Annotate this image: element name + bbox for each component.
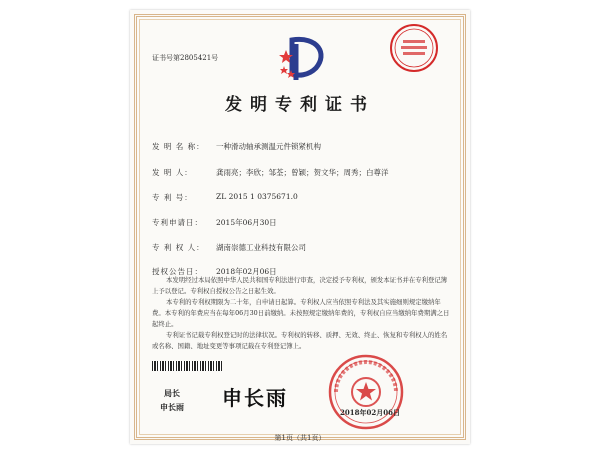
director-name: 申长雨 bbox=[160, 402, 184, 412]
barcode bbox=[152, 361, 222, 371]
patent-certificate bbox=[130, 10, 470, 444]
certificate-number: 证书号第2805421号 bbox=[152, 54, 219, 62]
handwritten-signature: 申长雨 bbox=[222, 386, 288, 410]
row-label-patentee: 专 利 权 人： bbox=[152, 243, 205, 252]
row-value-patentee: 湖南崇德工业科技有限公司 bbox=[216, 243, 306, 252]
top-seal-stamp bbox=[388, 22, 440, 74]
national-seal-stamp bbox=[326, 352, 406, 432]
row-value-invention-name: 一种滑动轴承测温元件锁紧机构 bbox=[216, 142, 321, 151]
row-value-patent-number: ZL 2015 1 0375671.0 bbox=[216, 192, 298, 201]
row-label-inventors: 发 明 人： bbox=[152, 168, 193, 177]
row-label-grant-date: 授权公告日： bbox=[152, 267, 203, 276]
row-value-grant-date: 2018年02月06日 bbox=[216, 267, 277, 276]
certificate-title: 发明专利证书 bbox=[225, 95, 375, 115]
paragraph-grant-notice: 本发明经过本局依照中华人民共和国专利法进行审查，决定授予专利权，颁发本证书并在专利登记簿上予以登记。专利权自授权公告之日起生效。 bbox=[152, 276, 448, 295]
row-value-inventors: 龚雨亮；李欣；邹荃；曾颖；贺文华；周秀；白尊洋 bbox=[216, 168, 389, 177]
director-title: 局长 bbox=[164, 388, 180, 398]
page-footer: 第1页（共1页） bbox=[274, 434, 326, 442]
seal-date: 2018年02月06日 bbox=[340, 408, 400, 417]
paragraph-term-and-fees: 本专利的专利权期限为二十年，自申请日起算。专利权人应当依照专利法及其实施细则规定缴纳年费。本专利的年费应当在每年06月30日前缴纳。未按照规定缴纳年费的，专利权自应当缴纳年费期满之日起终止。 bbox=[152, 298, 450, 328]
patent-office-logo bbox=[278, 30, 330, 84]
paragraph-legal-status: 专利证书记载专利权登记时的法律状况。专利权的转移、质押、无效、终止、恢复和专利权人的姓名或名称、国籍、地址变更等事项记载在专利登记簿上。 bbox=[152, 331, 448, 350]
row-label-application-date: 专利申请日： bbox=[152, 218, 203, 227]
row-value-application-date: 2015年06月30日 bbox=[216, 218, 277, 227]
row-label-invention-name: 发 明 名 称： bbox=[152, 142, 205, 151]
row-label-patent-number: 专 利 号： bbox=[152, 193, 193, 202]
